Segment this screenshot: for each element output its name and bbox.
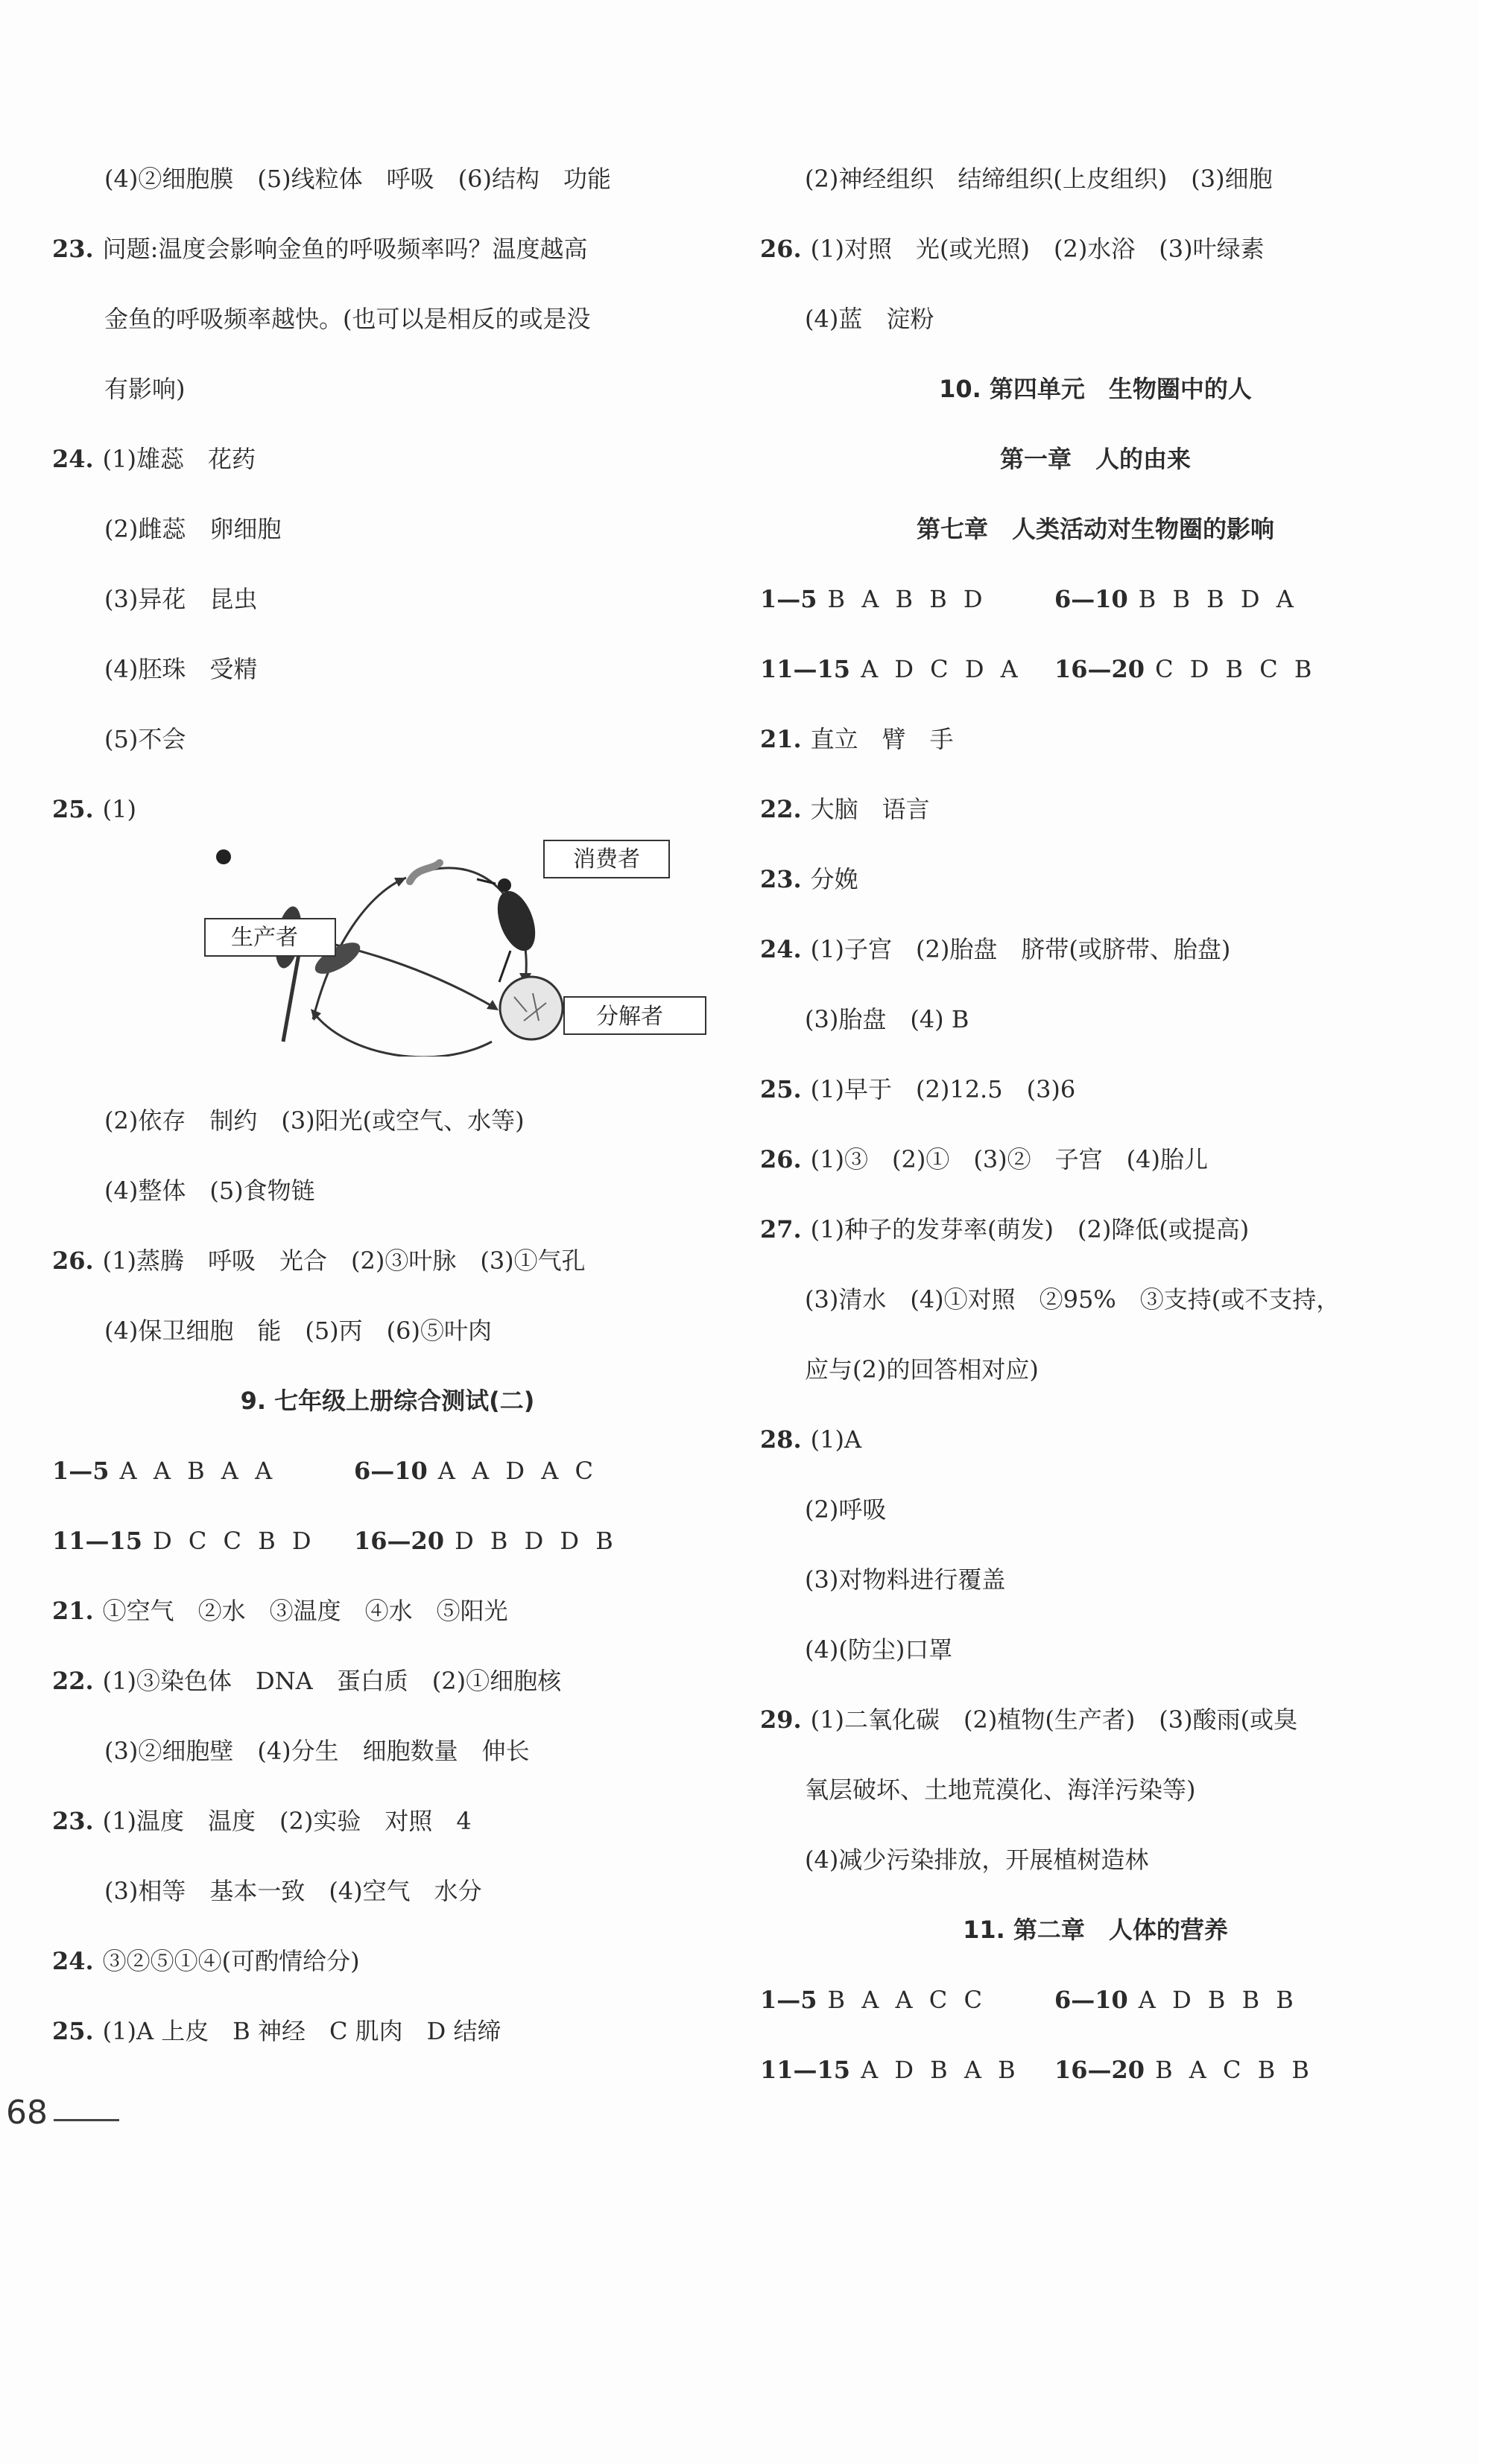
question-number: 26. xyxy=(52,1247,94,1275)
answer-line: (3)对物料进行覆盖 xyxy=(805,1565,1006,1594)
answer-text: (1)A 上皮 B 神经 C 肌肉 D 结缔 xyxy=(102,2017,501,2045)
range-answers: B A C B B xyxy=(1155,2056,1314,2084)
answer-21 xyxy=(52,1594,508,1627)
range-number: 16—20 xyxy=(1054,655,1145,683)
answer-28 xyxy=(760,1423,861,1456)
answer-text: 分娩 xyxy=(810,865,858,893)
answer-line: (3)胎盘 (4) B xyxy=(805,1005,969,1033)
answer-25 xyxy=(760,1073,1075,1106)
section-title: 11. 第二章 人体的营养 xyxy=(963,1916,1228,1944)
range-number: 6—10 xyxy=(1054,1986,1128,2014)
range-number: 11—15 xyxy=(760,2056,851,2084)
question-number: 23. xyxy=(52,235,94,263)
answer-text: (1)温度 温度 (2)实验 对照 4 xyxy=(102,1807,472,1835)
answer-line: (4)蓝 淀粉 xyxy=(805,305,934,333)
answer-text: (1)A xyxy=(810,1425,862,1454)
range-answers: C D B C B xyxy=(1155,655,1317,683)
answer-23 xyxy=(760,863,858,896)
answer-line: (2)神经组织 结缔组织(上皮组织) (3)细胞 xyxy=(805,165,1273,193)
range-answers: B A B B D xyxy=(827,585,987,613)
question-number: 21. xyxy=(52,1597,94,1625)
answer-line: 应与(2)的回答相对应) xyxy=(805,1355,1039,1384)
decomposer-icon xyxy=(500,977,563,1039)
answer-range xyxy=(1054,1983,1298,2016)
sun-icon xyxy=(216,849,231,864)
answer-range xyxy=(760,1983,987,2016)
producer-label: 生产者 xyxy=(231,925,298,951)
answer-text: (1)③染色体 DNA 蛋白质 (2)①细胞核 xyxy=(102,1667,562,1695)
answer-23b xyxy=(52,1805,472,1837)
answer-25b xyxy=(52,2015,501,2047)
range-number: 6—10 xyxy=(1054,585,1128,613)
question-number: 24. xyxy=(52,1947,94,1975)
range-answers: D C C B D xyxy=(153,1527,316,1555)
chapter-title: 第七章 人类活动对生物圈的影响 xyxy=(916,515,1274,543)
question-number: 27. xyxy=(760,1215,802,1244)
answer-line: (3)相等 基本一致 (4)空气 水分 xyxy=(104,1877,482,1905)
answer-range xyxy=(1054,653,1316,685)
answer-text: 直立 臂 手 xyxy=(810,725,954,753)
answer-text: (1)种子的发芽率(萌发) (2)降低(或提高) xyxy=(810,1215,1250,1244)
answer-text: (1) xyxy=(102,795,136,823)
answer-24b xyxy=(52,1945,360,1977)
answer-line: (4)胚珠 受精 xyxy=(104,655,258,683)
answer-text: (1)蒸腾 呼吸 光合 (2)③叶脉 (3)①气孔 xyxy=(102,1247,586,1275)
question-number: 21. xyxy=(760,725,802,753)
question-number: 25. xyxy=(760,1075,802,1103)
section-title: 9. 七年级上册综合测试(二) xyxy=(240,1387,535,1415)
answer-23 xyxy=(52,232,587,265)
answer-22 xyxy=(52,1665,561,1697)
page-number-rule xyxy=(54,2119,119,2121)
range-answers: A A B A A xyxy=(119,1457,277,1485)
answer-line: (2)依存 制约 (3)阳光(或空气、水等) xyxy=(104,1106,525,1135)
answer-26 xyxy=(760,232,1265,265)
section-title: 10. 第四单元 生物圈中的人 xyxy=(939,375,1252,403)
range-number: 1—5 xyxy=(52,1457,110,1485)
answer-range xyxy=(354,1524,618,1557)
answer-line: 氧层破坏、土地荒漠化、海洋污染等) xyxy=(805,1776,1196,1804)
answer-line: (4)减少污染排放，开展植树造林 xyxy=(805,1846,1149,1874)
question-number: 22. xyxy=(760,795,802,823)
question-number: 22. xyxy=(52,1667,94,1695)
answer-text: (1)对照 光(或光照) (2)水浴 (3)叶绿素 xyxy=(810,235,1265,263)
caterpillar-icon xyxy=(410,863,440,881)
answer-text: (1)二氧化碳 (2)植物(生产者) (3)酸雨(或臭 xyxy=(810,1706,1298,1734)
range-answers: A D B A B xyxy=(861,2056,1020,2084)
answer-range xyxy=(760,2053,1020,2086)
question-number: 26. xyxy=(760,235,802,263)
answer-text: 大脑 语言 xyxy=(810,795,930,823)
answer-range xyxy=(354,1454,598,1487)
answer-range xyxy=(52,1454,276,1487)
answer-line: (3)清水 (4)①对照 ②95% ③支持(或不支持， xyxy=(805,1285,1341,1314)
answer-24 xyxy=(52,443,256,475)
range-answers: B B B D A xyxy=(1138,585,1298,613)
question-number: 24. xyxy=(760,935,802,963)
range-number: 11—15 xyxy=(760,655,851,683)
answer-range xyxy=(760,653,1022,685)
page-edge xyxy=(1479,0,1503,2464)
answer-line: 有影响) xyxy=(104,375,186,403)
range-number: 6—10 xyxy=(354,1457,428,1485)
answer-line: (3)异花 昆虫 xyxy=(104,585,258,613)
answer-text: 问题:温度会影响金鱼的呼吸频率吗？温度越高 xyxy=(102,235,588,263)
answer-line: (3)②细胞壁 (4)分生 细胞数量 伸长 xyxy=(104,1737,530,1765)
answer-21 xyxy=(760,723,954,756)
range-answers: D B D D B xyxy=(455,1527,618,1555)
chapter-title: 第一章 人的由来 xyxy=(999,445,1191,473)
answer-line: (4)(防尘)口罩 xyxy=(805,1635,953,1664)
answer-26b xyxy=(760,1143,1208,1176)
arrow-producer-to-decomposer xyxy=(335,945,496,1008)
answer-line: 金鱼的呼吸频率越快。(也可以是相反的或是没 xyxy=(104,305,591,333)
answer-24 xyxy=(760,933,1230,966)
answer-text: ①空气 ②水 ③温度 ④水 ⑤阳光 xyxy=(102,1597,508,1625)
answer-line: (2)雌蕊 卵细胞 xyxy=(104,515,282,543)
range-number: 16—20 xyxy=(354,1527,445,1555)
range-number: 1—5 xyxy=(760,1986,817,2014)
answer-26 xyxy=(52,1244,586,1277)
answer-text: (1)早于 (2)12.5 (3)6 xyxy=(810,1075,1076,1103)
question-number: 25. xyxy=(52,2017,94,2045)
answer-line: (2)呼吸 xyxy=(805,1495,887,1524)
range-answers: A D B B B xyxy=(1138,1986,1298,2014)
answer-22 xyxy=(760,793,930,826)
answer-line: (4)保卫细胞 能 (5)丙 (6)⑤叶肉 xyxy=(104,1317,492,1345)
answer-line: (4)整体 (5)食物链 xyxy=(104,1176,315,1205)
bird-icon xyxy=(477,878,542,982)
range-answers: A D C D A xyxy=(861,655,1022,683)
answer-29 xyxy=(760,1703,1297,1736)
range-number: 1—5 xyxy=(760,585,817,613)
question-number: 28. xyxy=(760,1425,802,1454)
answer-27 xyxy=(760,1213,1249,1246)
consumer-label: 消费者 xyxy=(573,846,640,872)
answer-line: (5)不会 xyxy=(104,725,186,753)
answer-text: (1)雄蕊 花药 xyxy=(102,445,256,473)
question-number: 24. xyxy=(52,445,94,473)
question-number: 29. xyxy=(760,1706,802,1734)
answer-range xyxy=(1054,2053,1314,2086)
range-number: 11—15 xyxy=(52,1527,143,1555)
answer-range xyxy=(760,583,987,615)
answer-range xyxy=(1054,583,1298,615)
question-number: 26. xyxy=(760,1145,802,1174)
question-number: 23. xyxy=(760,865,802,893)
question-number: 25. xyxy=(52,795,94,823)
ecosystem-cycle-diagram xyxy=(183,826,734,1057)
answer-line: (4)②细胞膜 (5)线粒体 呼吸 (6)结构 功能 xyxy=(104,165,611,193)
answer-range xyxy=(52,1524,316,1557)
range-answers: B A A C C xyxy=(827,1986,987,2014)
answer-25 xyxy=(52,793,136,826)
answer-text: (1)子宫 (2)胎盘 脐带(或脐带、胎盘) xyxy=(810,935,1231,963)
answer-text: ③②⑤①④(可酌情给分) xyxy=(102,1947,360,1975)
arrow-decomposer-to-producer xyxy=(313,1012,492,1057)
decomposer-label: 分解者 xyxy=(596,1004,663,1030)
page-number: 68 xyxy=(6,2094,48,2132)
range-number: 16—20 xyxy=(1054,2056,1145,2084)
answer-text: (1)③ (2)① (3)② 子宫 (4)胎儿 xyxy=(810,1145,1208,1174)
question-number: 23. xyxy=(52,1807,94,1835)
range-answers: A A D A C xyxy=(437,1457,598,1485)
